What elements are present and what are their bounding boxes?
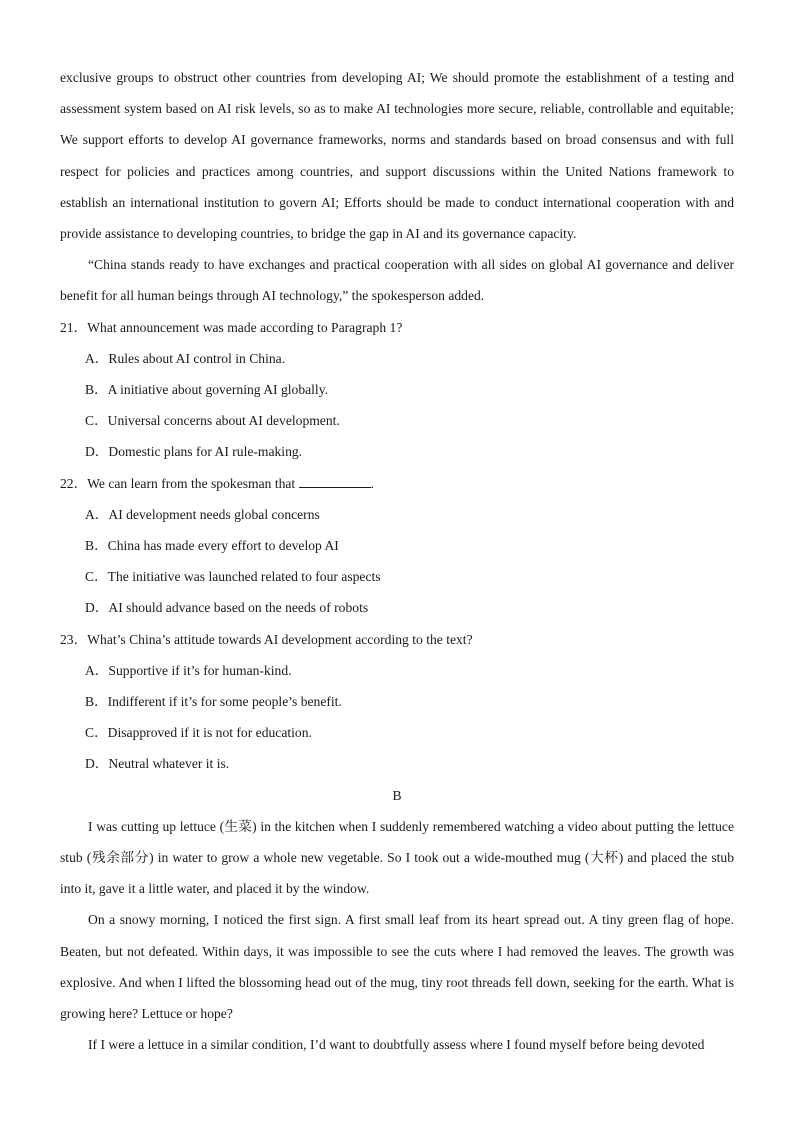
question-22-option-d[interactable]: D．AI should advance based on the needs of robots bbox=[85, 600, 369, 616]
passage-a-paragraph-2: “China stands ready to have exchanges and practical cooperation with all sides on global AI governance and deliver benefit for all human beings through AI technology,” the spokesperson added. bbox=[60, 257, 734, 304]
question-22-option-b[interactable]: B．China has made every effort to develop AI bbox=[85, 538, 339, 554]
passage-a-paragraph-1: exclusive groups to obstruct other countries from developing AI; We should promote the establishment of a testing and assessment system based on AI risk levels, so as to make AI technologies more secure, reliable, controllable and equitable; We support efforts to develop AI governance frameworks, norms and standards based on broad consensus and with full respect for policies and practices among countries, and support discussions within the United Nations framework to establish an international institution to govern AI; Efforts should be made to conduct international cooperation with and provide assistance to developing countries, to bridge the gap in AI and its governance capacity. bbox=[60, 70, 734, 242]
question-23-stem: 23．What’s China’s attitude towards AI development according to the text? bbox=[60, 631, 473, 647]
question-23-option-b[interactable]: B．Indifferent if it’s for some people’s benefit. bbox=[85, 694, 342, 710]
section-b-heading: B bbox=[392, 787, 402, 803]
question-22-stem bbox=[60, 468, 734, 499]
question-21-option-b[interactable]: B．A initiative about governing AI globally. bbox=[85, 382, 329, 398]
document-page bbox=[60, 62, 734, 1061]
question-23-option-c[interactable]: C．Disapproved if it is not for education. bbox=[85, 725, 312, 741]
section-b-paragraph-3: If I were a lettuce in a similar condition, I’d want to doubtfully assess where I found myself before being devoted bbox=[88, 1037, 705, 1053]
question-22-stem-text: 22．We can learn from the spokesman that bbox=[60, 475, 296, 491]
answer-blank bbox=[299, 475, 371, 488]
question-23-option-a[interactable]: A．Supportive if it’s for human-kind. bbox=[85, 662, 292, 678]
question-21-option-d[interactable]: D．Domestic plans for AI rule-making. bbox=[85, 444, 303, 460]
question-21-option-c[interactable]: C．Universal concerns about AI development. bbox=[85, 413, 340, 429]
question-21-option-a[interactable]: A．Rules about AI control in China. bbox=[85, 350, 286, 366]
question-22-option-a[interactable]: A．AI development needs global concerns bbox=[85, 506, 320, 522]
question-21-stem: 21．What announcement was made according to Paragraph 1? bbox=[60, 319, 403, 335]
section-b-paragraph-1: I was cutting up lettuce (生菜) in the kitchen when I suddenly remembered watching a video about putting the lettuce stub (残余部分) in water to grow a whole new vegetable. So I took out a wide-mouthed mug (大杯) and placed the stub into it, gave it a little water, and placed it by the window. bbox=[60, 818, 734, 897]
question-22-stem-end: . bbox=[370, 475, 375, 491]
section-b-paragraph-2: On a snowy morning, I noticed the first sign. A first small leaf from its heart spread out. A tiny green flag of hope. Beaten, but not defeated. Within days, it was impossible to see the cuts where I had removed the leaves. The growth was explosive. And when I lifted the blossoming head out of the mug, tiny root threads fell down, seeking for the earth. What is growing here? Lettuce or hope? bbox=[60, 912, 734, 1022]
question-23-option-d[interactable]: D．Neutral whatever it is. bbox=[85, 756, 230, 772]
question-22-option-c[interactable]: C．The initiative was launched related to four aspects bbox=[85, 569, 381, 585]
